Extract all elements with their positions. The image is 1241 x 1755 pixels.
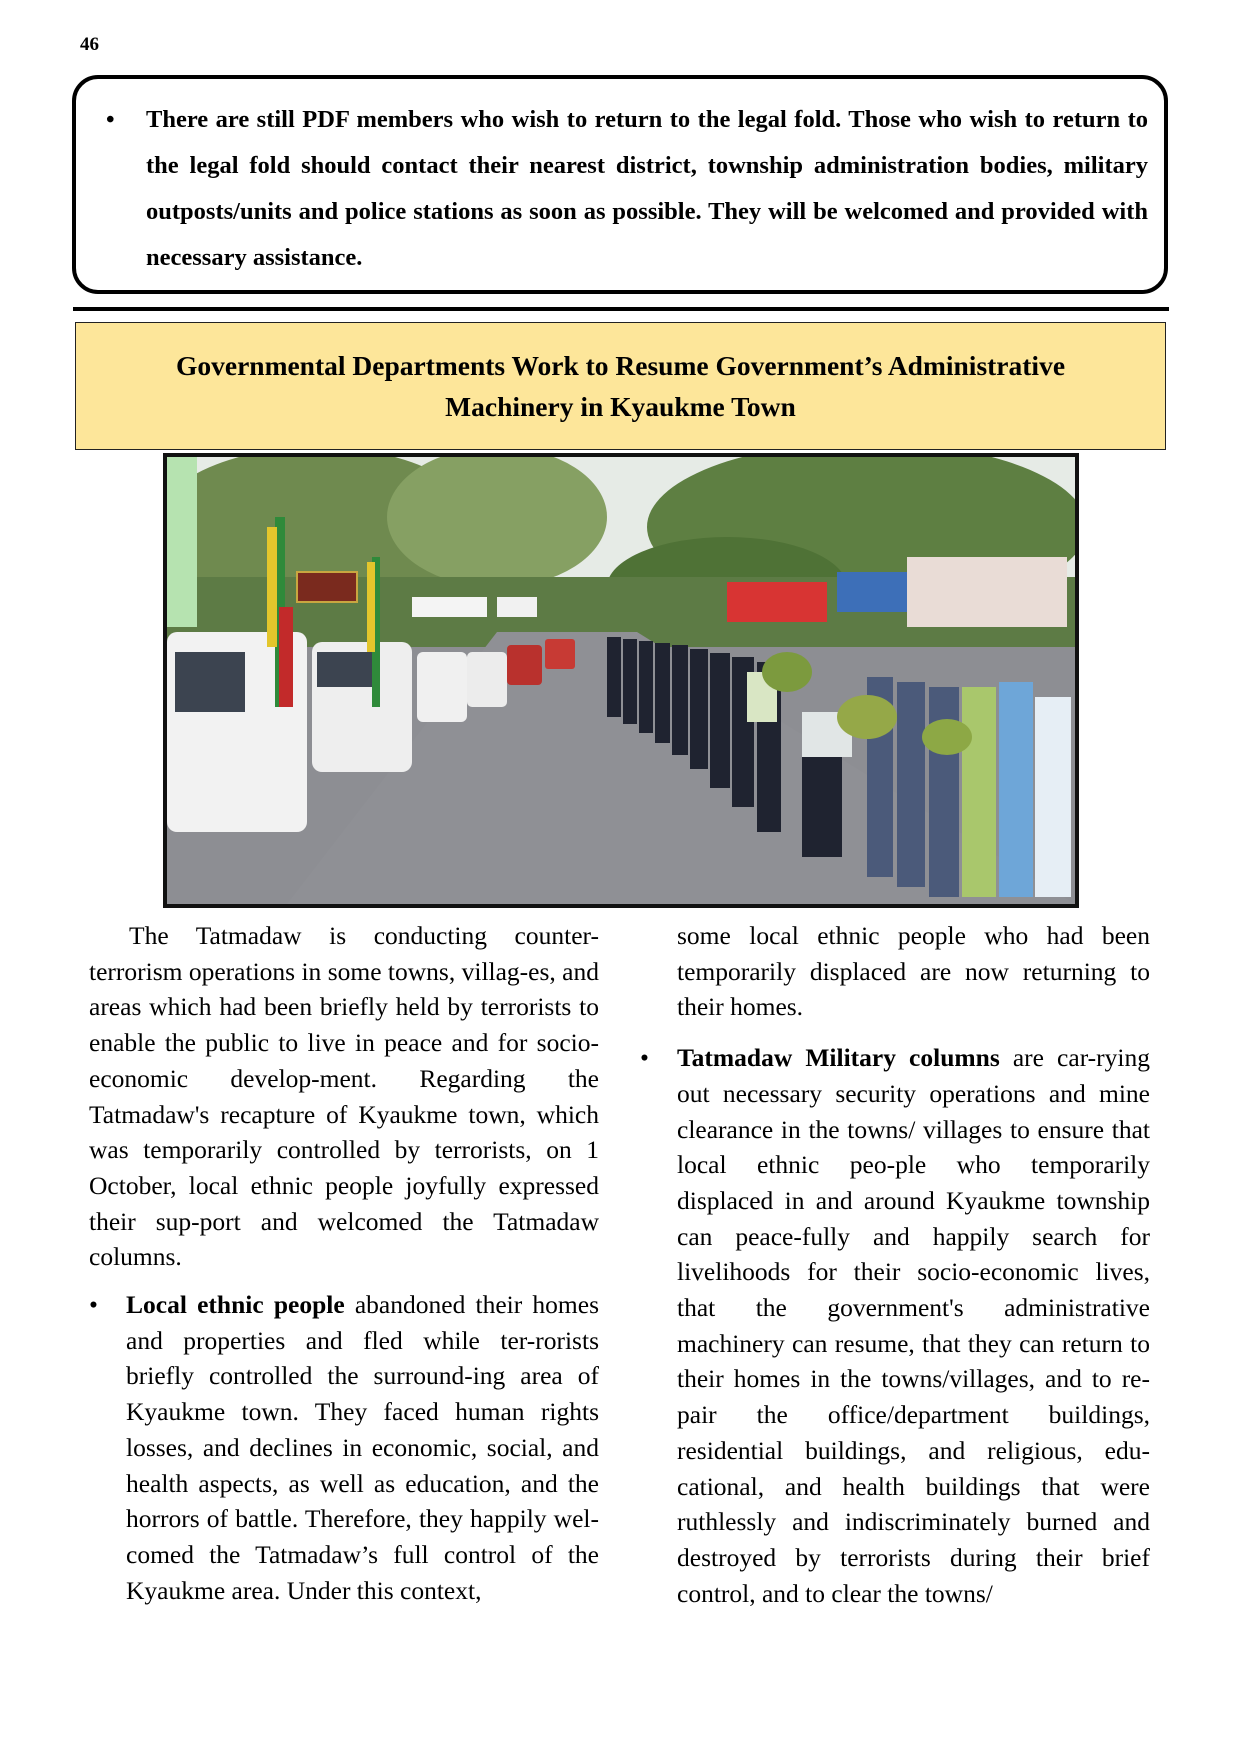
photo-illustration xyxy=(167,457,1075,904)
page-number: 46 xyxy=(80,34,99,55)
article-photo xyxy=(163,453,1079,908)
bullet-icon: • xyxy=(89,1290,98,1320)
bullet-item-local-ethnic-people xyxy=(89,1287,599,1608)
bullet-lead: Tatmadaw Military columns xyxy=(677,1043,1000,1073)
notice-box xyxy=(72,75,1168,294)
section-divider xyxy=(73,307,1169,311)
article-title-line1: Governmental Departments Work to Resume Government’s Administrative xyxy=(175,350,1066,381)
notice-list xyxy=(96,97,1148,281)
bullet-text: abandoned their homes and properties and fled while ter-rorists briefly controlled the surround-ing area of Kyaukme town. They faced human rights losses, and declines in economic, social, and health aspects, as well as education, and the horrors of battle. Therefore, they happily wel-comed the Tatmadaw’s full control of the Kyaukme area. Under this context, xyxy=(126,1290,599,1605)
right-column xyxy=(640,918,1150,1611)
notice-item xyxy=(96,97,1148,281)
notice-text: There are still PDF members who wish to return to the legal fold. Those who wish to return to the legal fold should contact their nearest district, township administration bodies, military outposts/units and police stations as soon as possible. They will be welcomed and provided with necessary assistance. xyxy=(146,106,1148,271)
continuation-paragraph: some local ethnic people who had been temporarily displaced are now returning to their homes. xyxy=(677,921,1150,1022)
right-bullet-list xyxy=(640,1040,1150,1611)
article-title-box xyxy=(75,322,1166,450)
bullet-lead: Local ethnic people xyxy=(126,1290,345,1320)
bullet-icon: • xyxy=(640,1043,649,1073)
bullet-item-tatmadaw-columns xyxy=(640,1040,1150,1611)
intro-paragraph: The Tatmadaw is conducting counter-terrorism operations in some towns, villag-es, and areas which had been briefly held by terrorists to enable the public to live in peace and for socio-economic develop-ment. Regarding the Tatmadaw's recapture of Kyaukme town, which was temporarily controlled by terrorists, on 1 October, local ethnic people joyfully expressed their sup-port and welcomed the Tatmadaw columns. xyxy=(89,921,599,1272)
article-title-line2: Machinery in Kyaukme Town xyxy=(445,391,796,422)
left-bullet-list xyxy=(89,1287,599,1608)
bullet-icon: • xyxy=(106,106,115,133)
article-title xyxy=(146,345,1095,427)
left-column xyxy=(89,918,599,1608)
bullet-text: are car-rying out necessary security operations and mine clearance in the towns/ villages to ensure that local ethnic peo-ple who temporarily displaced in and around Kyaukme township can peace-fully and happily search for livelihoods for their socio-economic lives, that the government's administrative machinery can resume, that they can return to their homes in the towns/villages, and to re-pair the office/department buildings, residential buildings, and religious, edu-cational, and health buildings that were ruthlessly and indiscriminately burned and destroyed by terrorists during their brief control, and to clear the towns/ xyxy=(677,1043,1150,1608)
